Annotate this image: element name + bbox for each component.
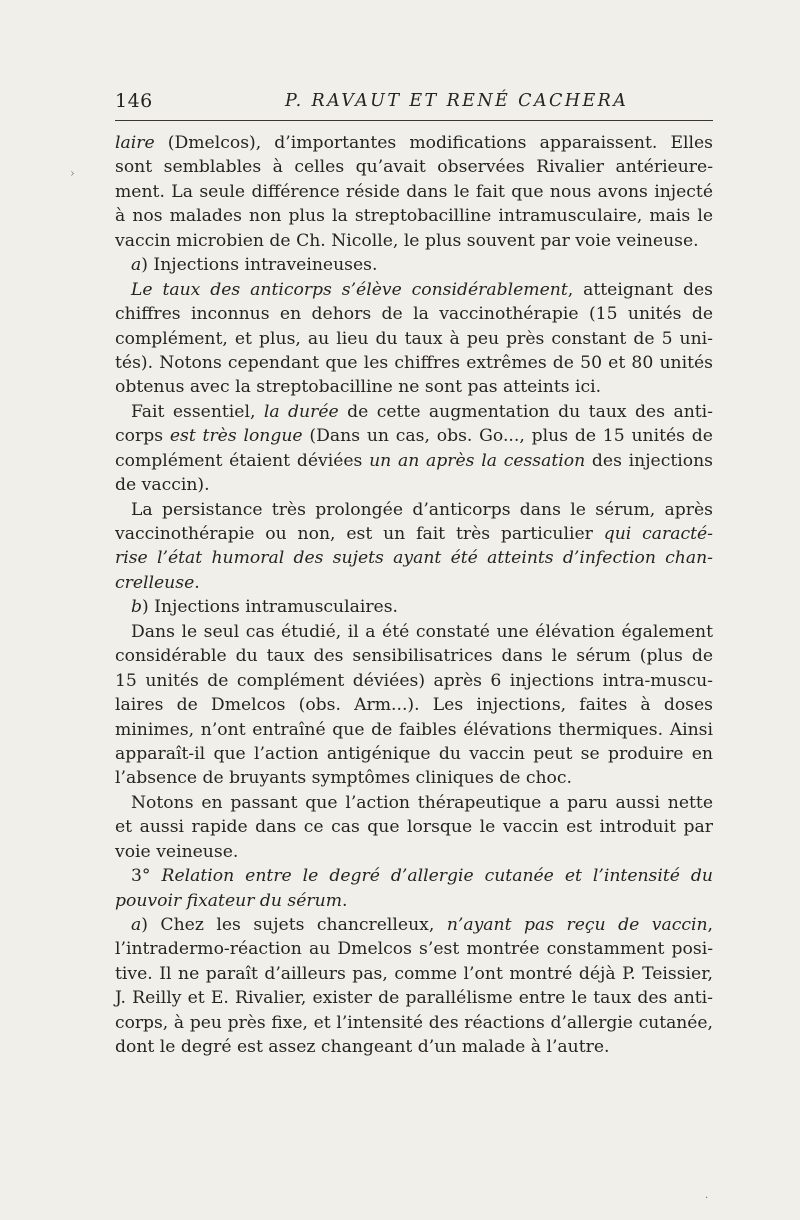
text-line xyxy=(115,449,713,473)
text-segment: (Dmelcos), d’importantes modifications apparaissent. Elles xyxy=(154,133,713,153)
text-segment: voie veineuse. xyxy=(115,841,239,862)
text-line xyxy=(115,644,713,668)
text-line xyxy=(115,204,713,228)
text-segment: l’intradermo-réaction au Dmelcos s’est montrée constamment posi- xyxy=(115,939,713,960)
text-segment: tive. Il ne paraît d’ailleurs pas, comme l’ont montré déjà P. Teissier, xyxy=(115,963,713,984)
page-number: 146 xyxy=(115,90,153,112)
italic-text: Le taux des anticorps s’élève considérablement xyxy=(131,279,568,300)
text-line xyxy=(115,791,713,815)
text-line xyxy=(115,327,713,351)
text-segment: des injections xyxy=(585,450,713,471)
text-line xyxy=(115,669,713,693)
text-segment: corps xyxy=(115,426,170,447)
text-segment: , atteignant des xyxy=(567,279,713,300)
text-segment: ) Injections intraveineuses. xyxy=(141,255,378,276)
italic-text: rise l’état humoral des sujets ayant été atteints d’infection chan- xyxy=(115,548,713,569)
body-text xyxy=(115,131,713,1060)
text-line xyxy=(115,815,713,839)
text-segment: tés). Notons cependant que les chiffres extrêmes de 50 et 80 unités xyxy=(115,352,713,373)
text-segment: obtenus avec la streptobacilline ne sont pas atteints ici. xyxy=(115,377,602,398)
text-line xyxy=(115,424,713,448)
text-segment: vaccin microbien de Ch. Nicolle, le plus souvent par voie veineuse. xyxy=(115,230,699,251)
text-line xyxy=(115,302,713,326)
text-line xyxy=(115,546,713,570)
italic-text: n’ayant pas reçu de vaccin xyxy=(446,915,708,935)
text-segment: complément, et plus, au lieu du taux à peu près constant de 5 uni- xyxy=(115,328,713,349)
text-segment: chiffres inconnus en dehors de la vaccinothérapie (15 unités de xyxy=(115,304,713,325)
text-line xyxy=(115,986,713,1010)
text-line xyxy=(115,155,713,179)
text-segment: à nos malades non plus la streptobacilline intramusculaire, mais le xyxy=(115,206,713,227)
bottom-mark: · xyxy=(705,1193,709,1204)
text-segment: sont semblables à celles qu’avait observées Rivalier antérieure- xyxy=(115,157,713,178)
text-line xyxy=(115,962,713,986)
text-segment: minimes, n’ont entraîné que de faibles élévations thermiques. Ainsi xyxy=(115,719,713,740)
text-line xyxy=(115,473,713,497)
text-line xyxy=(115,913,713,937)
text-segment: corps, à peu près fixe, et l’intensité des réactions d’allergie cutanée, xyxy=(115,1012,713,1033)
italic-text: la durée xyxy=(263,401,339,422)
text-segment: complément étaient déviées xyxy=(115,450,370,471)
text-line xyxy=(115,253,713,277)
text-segment: Notons en passant que l’action thérapeutique a paru aussi nette xyxy=(131,792,713,813)
text-segment: dont le degré est assez changeant d’un malade à l’autre. xyxy=(115,1037,610,1058)
text-line xyxy=(115,742,713,766)
text-segment: Fait essentiel, xyxy=(131,401,264,422)
text-segment: et aussi rapide dans ce cas que lorsque le vaccin est introduit par xyxy=(115,817,713,838)
text-line xyxy=(115,131,713,155)
italic-text: laire xyxy=(115,133,155,153)
text-segment: de vaccin). xyxy=(115,475,210,496)
running-head: P. RAVAUT ET RENÉ CACHERA xyxy=(285,91,629,111)
text-line xyxy=(115,180,713,204)
italic-text: b xyxy=(131,597,143,618)
text-segment: La persistance très prolongée d’anticorps dans le sérum, après xyxy=(131,499,713,520)
text-segment: . xyxy=(342,890,348,911)
text-segment: Dans le seul cas étudié, il a été constaté une élévation également xyxy=(131,621,713,642)
italic-text: qui caracté- xyxy=(603,524,713,544)
text-line xyxy=(115,375,713,399)
text-line xyxy=(115,595,713,619)
italic-text: crelleuse xyxy=(115,572,195,593)
text-segment: considérable du taux des sensibilisatrices dans le sérum (plus de xyxy=(115,646,713,667)
text-segment: de cette augmentation du taux des anti- xyxy=(338,401,713,422)
text-segment: . xyxy=(194,572,200,593)
text-line xyxy=(115,864,713,888)
italic-text: a xyxy=(131,255,142,276)
text-segment: (Dans un cas, obs. Go..., plus de 15 unités de xyxy=(302,426,713,447)
italic-text: un an après la cessation xyxy=(369,450,586,471)
text-line xyxy=(115,229,713,253)
text-segment: vaccinothérapie ou non, est un fait très particulier xyxy=(115,524,604,544)
text-line xyxy=(115,1035,713,1059)
text-line xyxy=(115,840,713,864)
text-line xyxy=(115,1011,713,1035)
margin-mark: › xyxy=(70,166,75,180)
text-line xyxy=(115,693,713,717)
text-segment: 3° xyxy=(131,866,162,887)
text-line xyxy=(115,400,713,424)
text-segment: apparaît-il que l’action antigénique du vaccin peut se produire en xyxy=(115,743,713,764)
text-segment: ment. La seule différence réside dans le fait que nous avons injecté xyxy=(115,181,713,202)
text-segment: ) Injections intramusculaires. xyxy=(142,597,399,618)
text-line xyxy=(115,498,713,522)
text-line xyxy=(115,278,713,302)
text-segment: , xyxy=(707,915,713,935)
text-segment: 15 unités de complément déviées) après 6 injections intra-muscu- xyxy=(115,670,713,691)
text-line xyxy=(115,522,713,546)
italic-text: pouvoir fixateur du sérum xyxy=(115,890,342,911)
page-header xyxy=(115,88,713,114)
text-segment: ) Chez les sujets chancrelleux, xyxy=(141,915,447,935)
text-line xyxy=(115,620,713,644)
italic-text: est très longue xyxy=(169,426,303,447)
text-segment: l’absence de bruyants symptômes cliniques de choc. xyxy=(115,768,572,789)
text-segment: J. Reilly et E. Rivalier, exister de parallélisme entre le taux des anti- xyxy=(115,988,713,1009)
italic-text: a xyxy=(131,915,142,935)
text-line xyxy=(115,718,713,742)
header-rule xyxy=(115,120,713,121)
italic-text: Relation entre le degré d’allergie cutanée et l’intensité du xyxy=(161,866,713,887)
text-line xyxy=(115,571,713,595)
text-line xyxy=(115,766,713,790)
text-line xyxy=(115,351,713,375)
text-line xyxy=(115,937,713,961)
text-line xyxy=(115,889,713,913)
text-segment: laires de Dmelcos (obs. Arm...). Les injections, faites à doses xyxy=(115,695,713,716)
